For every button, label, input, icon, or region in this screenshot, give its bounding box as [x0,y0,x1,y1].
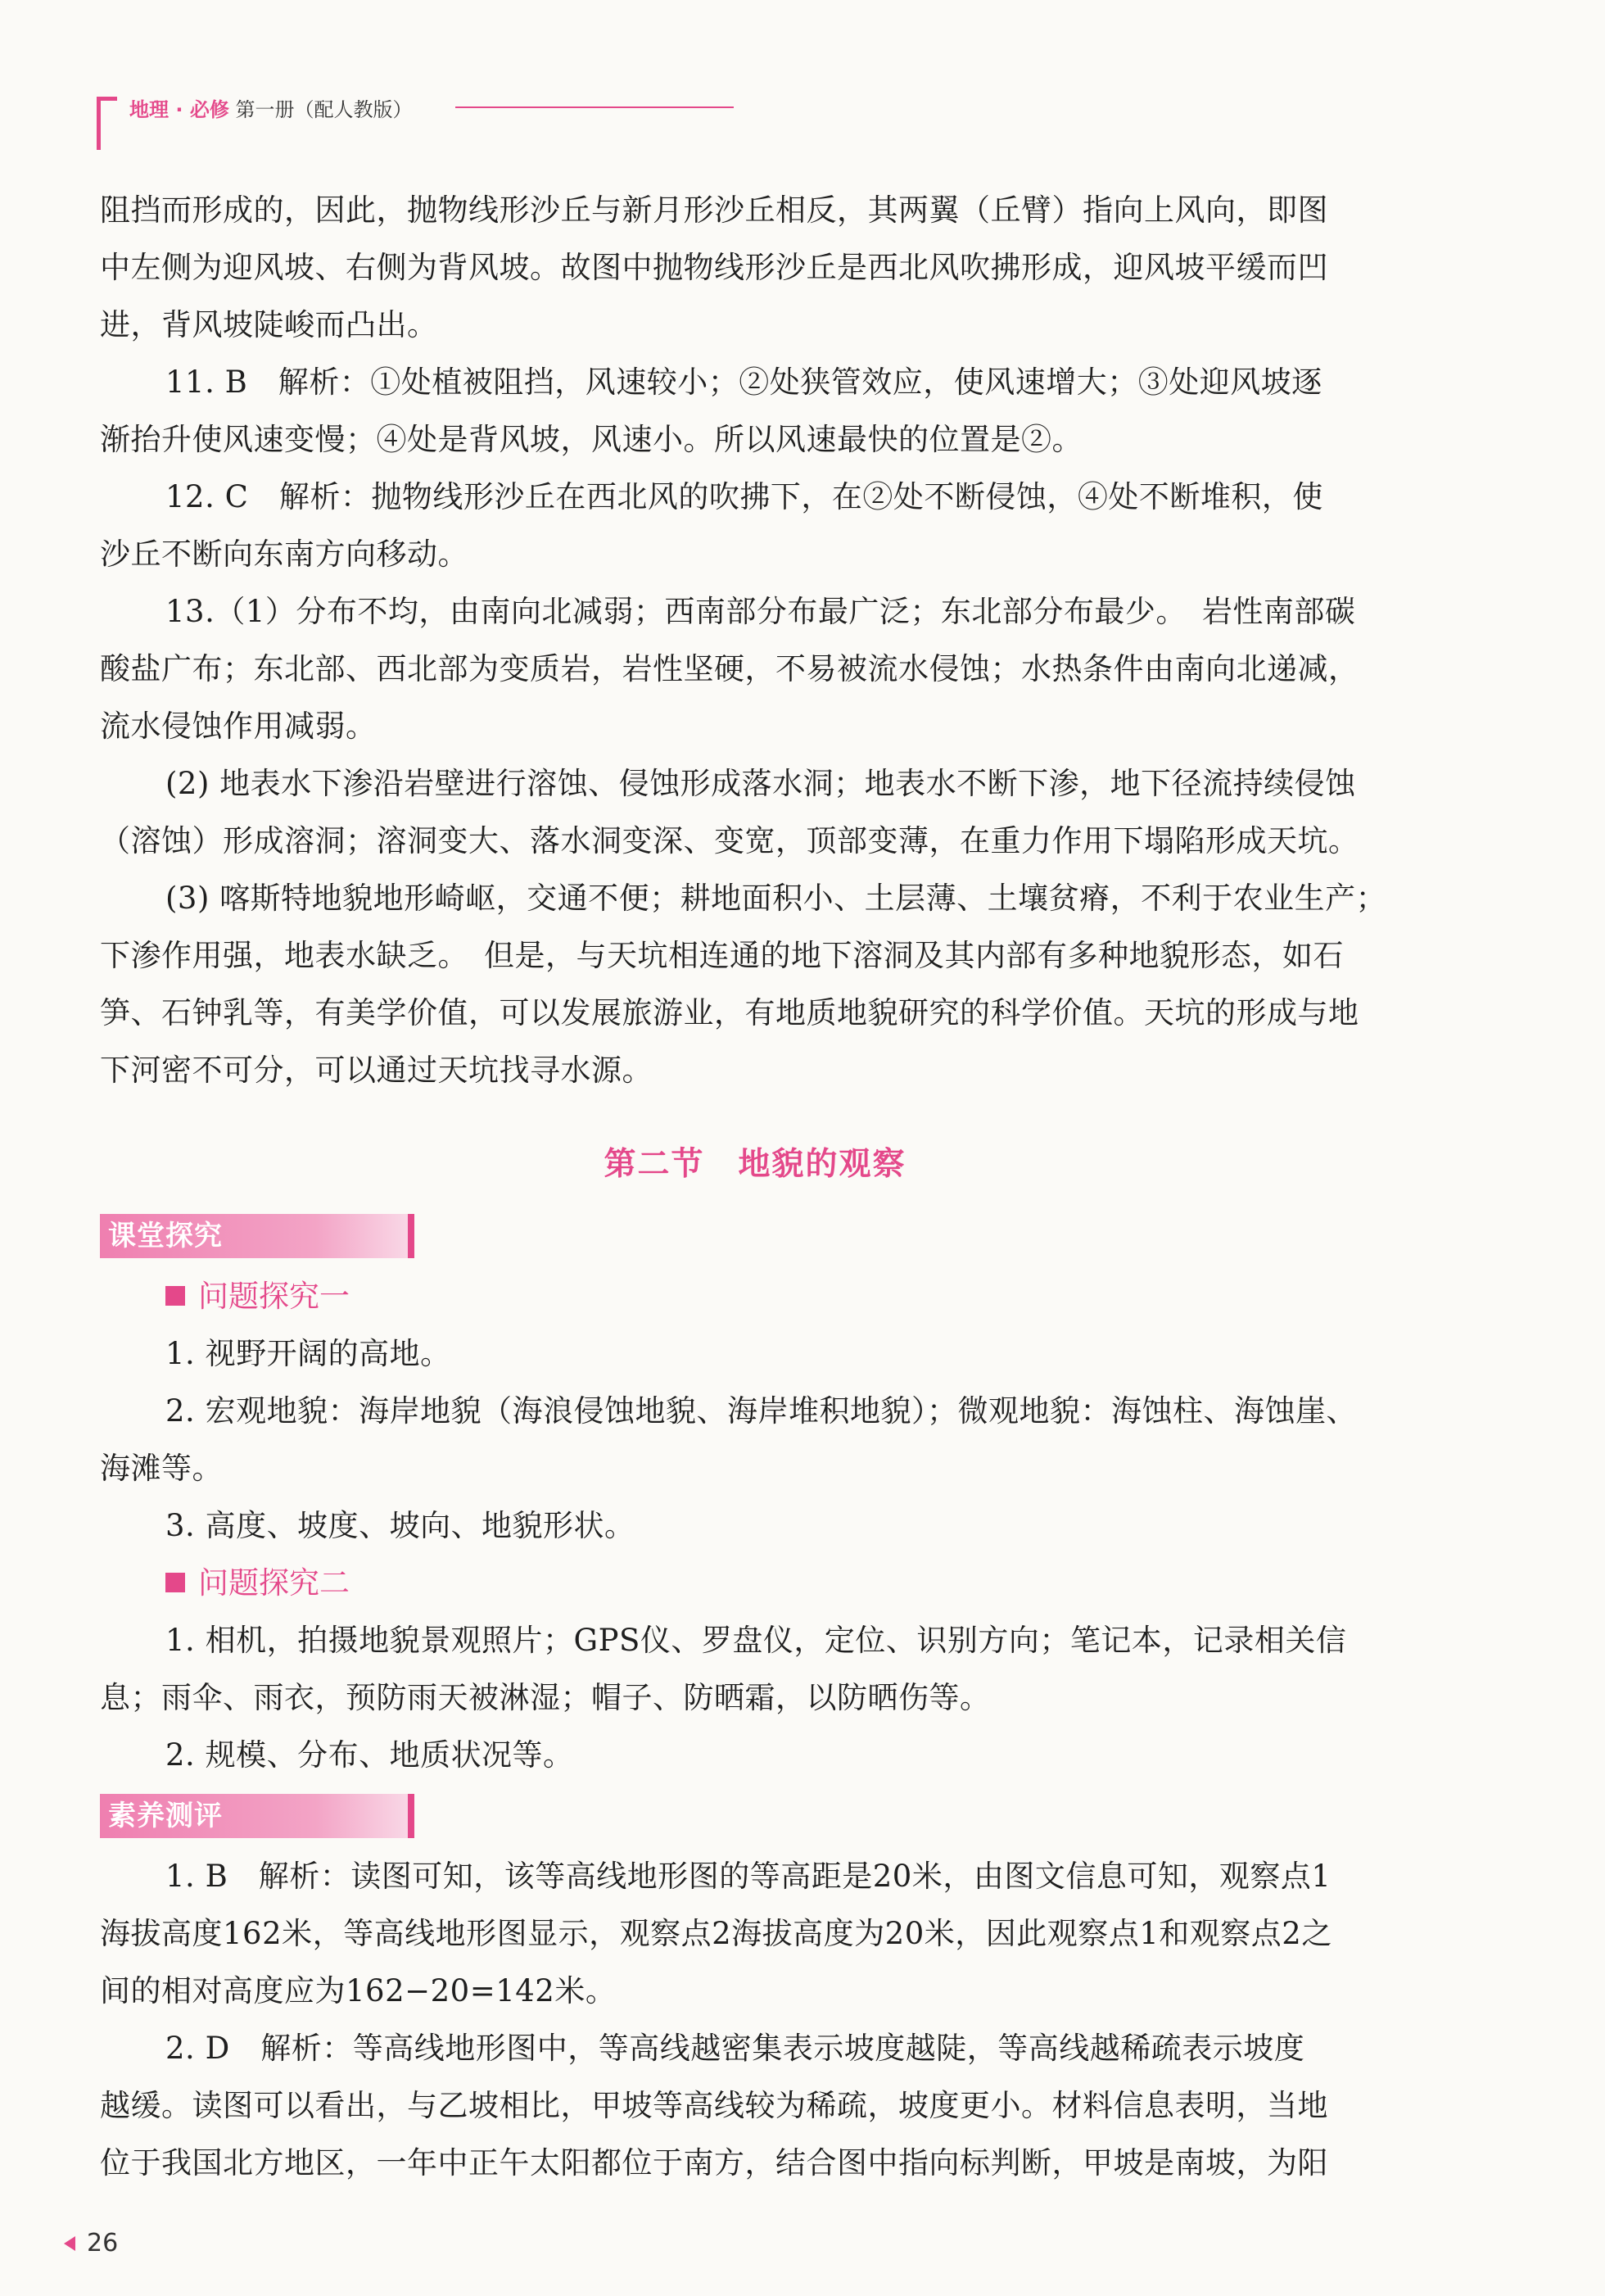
answer-13-3-line: 笋、石钟乳等，有美学价值，可以发展旅游业，有地质地貌研究的科学价值。天坑的形成与地 [100,995,1359,1030]
inquiry-2-item: 1. 相机，拍摄地貌景观照片；GPS仪、罗盘仪，定位、识别方向；笔记本，记录相关信 [165,1623,1347,1658]
assessment-1-line: 海拔高度162米，等高线地形图显示，观察点2海拔高度为20米，因此观察点1和观察点2之 [100,1916,1332,1951]
header-rule [455,106,734,108]
answer-13-1-line: 酸盐广布；东北部、西北部为变质岩，岩性坚硬，不易被流水侵蚀；水热条件由南向北递减， [100,651,1359,686]
inquiry-2-heading-text: 问题探究二 [198,1565,350,1601]
inquiry-2-item: 息；雨伞、雨衣，预防雨天被淋湿；帽子、防晒霜，以防晒伤等。 [100,1680,991,1715]
classroom-inquiry-tag: 课堂探究 [100,1214,414,1258]
inquiry-1-item: 3. 高度、坡度、坡向、地貌形状。 [165,1508,635,1543]
section-title: 第二节 地貌的观察 [604,1145,906,1183]
answer-13-3-line: (3) 喀斯特地貌地形崎岖，交通不便；耕地面积小、土层薄、土壤贫瘠，不利于农业生产； [165,881,1387,916]
assessment-2-line: 越缓。读图可以看出，与乙坡相比，甲坡等高线较为稀疏，坡度更小。材料信息表明，当地 [100,2088,1328,2123]
square-bullet-icon [165,1286,185,1306]
book-volume: 第一册（配人教版） [228,98,413,121]
page-number: 26 [87,2229,119,2258]
answer-13-3-line: 下河密不可分，可以通过天坑找寻水源。 [100,1053,653,1088]
answer-13-2-line: (2) 地表水下渗沿岩壁进行溶蚀、侵蚀形成落水洞；地表水不断下渗，地下径流持续侵蚀 [165,766,1356,801]
assessment-2-line: 位于我国北方地区，一年中正午太阳都位于南方，结合图中指向标判断，甲坡是南坡，为阳 [100,2145,1328,2181]
book-subject: 地理 · 必修 [129,98,229,121]
page-footer [64,2228,118,2258]
text-line: 进，背风坡陡峻而凸出。 [100,307,438,342]
literacy-assessment-tag: 素养测评 [100,1794,414,1838]
text-line: 阻挡而形成的，因此，抛物线形沙丘与新月形沙丘相反，其两翼（丘臂）指向上风向，即图 [100,192,1328,228]
inquiry-2-item: 2. 规模、分布、地质状况等。 [165,1737,574,1773]
inquiry-1-item: 1. 视野开阔的高地。 [165,1336,451,1371]
inquiry-1-heading-text: 问题探究一 [198,1279,350,1314]
assessment-2-line: 2. D 解析：等高线地形图中，等高线越密集表示坡度越陡，等高线越稀疏表示坡度 [165,2031,1305,2066]
answer-13-1-line: 流水侵蚀作用减弱。 [100,709,377,744]
inquiry-1-heading [100,1268,1410,1325]
running-header [97,82,670,147]
answer-12-line: 沙丘不断向东南方向移动。 [100,537,468,572]
answer-13-2-line: （溶蚀）形成溶洞；溶洞变大、落水洞变深、变宽，顶部变薄，在重力作用下塌陷形成天坑。 [100,823,1359,858]
answer-11-line: 11. B 解析：①处植被阻挡，风速较小；②处狭管效应，使风速增大；③处迎风坡逐 [165,365,1322,400]
answer-11-line: 渐抬升使风速变慢；④处是背风坡，风速小。所以风速最快的位置是②。 [100,422,1083,457]
assessment-1-line: 1. B 解析：读图可知，该等高线地形图的等高距是20米，由图文信息可知，观察点1 [165,1859,1331,1894]
text-line: 中左侧为迎风坡、右侧为背风坡。故图中抛物线形沙丘是西北风吹拂形成，迎风坡平缓而凹 [100,250,1328,285]
inquiry-1-item: 海滩等。 [100,1451,223,1486]
square-bullet-icon [165,1573,185,1592]
inquiry-2-heading [100,1555,1410,1612]
header-title [129,93,412,122]
assessment-1-line: 间的相对高度应为162−20=142米。 [100,1973,617,2008]
answer-13-1-line: 13.（1）分布不均，由南向北减弱；西南部分布最广泛；东北部分布最少。 岩性南部碳 [165,594,1356,629]
answer-12-line: 12. C 解析：抛物线形沙丘在西北风的吹拂下，在②处不断侵蚀，④处不断堆积，使 [165,479,1323,514]
page-body [100,182,1410,2192]
answer-13-3-line: 下渗作用强，地表水缺乏。 但是，与天坑相连通的地下溶洞及其内部有多种地貌形态，如石 [100,938,1344,973]
inquiry-1-item: 2. 宏观地貌：海岸地貌（海浪侵蚀地貌、海岸堆积地貌）；微观地貌：海蚀柱、海蚀崖、 [165,1393,1358,1429]
triangle-left-icon [64,2236,75,2251]
header-bracket-decoration [97,97,117,150]
